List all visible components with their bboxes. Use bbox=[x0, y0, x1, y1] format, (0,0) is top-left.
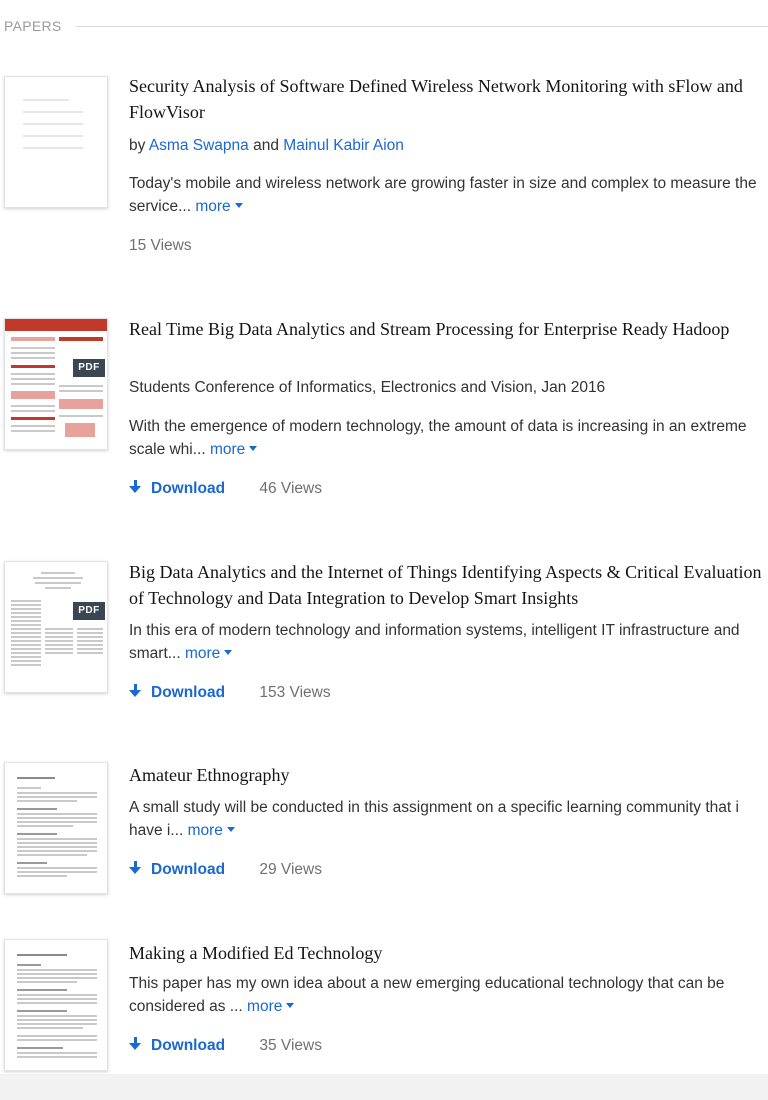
section-title: PAPERS bbox=[4, 18, 62, 34]
paper-thumbnail[interactable] bbox=[4, 561, 108, 693]
abstract-text: This paper has my own idea about a new emerging educational technology that can be considered as ... bbox=[129, 975, 725, 1015]
download-arrow-icon bbox=[129, 480, 141, 494]
paper-title[interactable]: Big Data Analytics and the Internet of Things Identifying Aspects & Critical Evaluation of Technology and Data Integration to Develop Smart Insights bbox=[129, 562, 762, 608]
author-link[interactable]: Asma Swapna bbox=[148, 137, 249, 154]
paper-thumbnail[interactable] bbox=[4, 939, 108, 1071]
view-count: 15 Views bbox=[129, 237, 192, 254]
abstract-text: In this era of modern technology and information systems, intelligent IT infrastructure and smart... bbox=[129, 622, 740, 662]
view-count: 29 Views bbox=[259, 861, 322, 878]
view-count: 153 Views bbox=[259, 684, 331, 701]
caret-down-icon bbox=[224, 650, 232, 655]
paper-thumbnail[interactable] bbox=[4, 762, 108, 894]
pdf-badge: PDF bbox=[73, 359, 105, 377]
download-button[interactable]: Download bbox=[129, 859, 225, 881]
paper-actions bbox=[129, 1035, 322, 1057]
paper-abstract bbox=[129, 620, 768, 665]
paper-authors bbox=[129, 135, 762, 157]
paper-actions bbox=[129, 235, 192, 257]
paper-actions bbox=[129, 859, 322, 881]
abstract-text: A small study will be conducted in this assignment on a specific learning community that i have i... bbox=[129, 799, 739, 839]
more-link[interactable]: more bbox=[188, 822, 235, 839]
paper-abstract bbox=[129, 973, 768, 1018]
paper-actions bbox=[129, 478, 322, 500]
more-link[interactable]: more bbox=[195, 198, 242, 215]
download-button[interactable]: Download bbox=[129, 1035, 225, 1057]
paper-actions bbox=[129, 682, 331, 704]
by-label: by bbox=[129, 137, 146, 154]
caret-down-icon bbox=[227, 827, 235, 832]
caret-down-icon bbox=[235, 203, 243, 208]
paper-thumbnail[interactable] bbox=[4, 76, 108, 208]
download-arrow-icon bbox=[129, 1037, 141, 1051]
paper-abstract bbox=[129, 416, 768, 461]
papers-section-header bbox=[0, 0, 768, 52]
footer-bar bbox=[0, 1074, 768, 1100]
paper-title[interactable]: Making a Modified Ed Technology bbox=[129, 943, 383, 963]
more-link[interactable]: more bbox=[247, 998, 294, 1015]
download-arrow-icon bbox=[129, 861, 141, 875]
paper-venue: Students Conference of Informatics, Electronics and Vision, Jan 2016 bbox=[129, 379, 606, 396]
paper-abstract bbox=[129, 797, 768, 842]
section-divider bbox=[76, 26, 768, 27]
paper-thumbnail[interactable] bbox=[4, 318, 108, 450]
download-button[interactable]: Download bbox=[129, 682, 225, 704]
download-arrow-icon bbox=[129, 684, 141, 698]
author-joiner: and bbox=[253, 137, 279, 154]
abstract-text: With the emergence of modern technology, the amount of data is increasing in an extreme scale whi... bbox=[129, 418, 747, 458]
paper-abstract bbox=[129, 173, 768, 218]
view-count: 35 Views bbox=[259, 1037, 322, 1054]
download-button[interactable]: Download bbox=[129, 478, 225, 500]
author-link[interactable]: Mainul Kabir Aion bbox=[283, 137, 404, 154]
paper-title[interactable]: Security Analysis of Software Defined Wireless Network Monitoring with sFlow and FlowVisor bbox=[129, 76, 743, 122]
pdf-badge: PDF bbox=[73, 602, 105, 620]
caret-down-icon bbox=[286, 1003, 294, 1008]
caret-down-icon bbox=[249, 446, 257, 451]
view-count: 46 Views bbox=[259, 480, 322, 497]
paper-title[interactable]: Real Time Big Data Analytics and Stream Processing for Enterprise Ready Hadoop bbox=[129, 319, 730, 339]
paper-title[interactable]: Amateur Ethnography bbox=[129, 765, 290, 785]
abstract-text: Today's mobile and wireless network are growing faster in size and complex to measure the service... bbox=[129, 175, 757, 215]
more-link[interactable]: more bbox=[185, 645, 232, 662]
more-link[interactable]: more bbox=[210, 441, 257, 458]
